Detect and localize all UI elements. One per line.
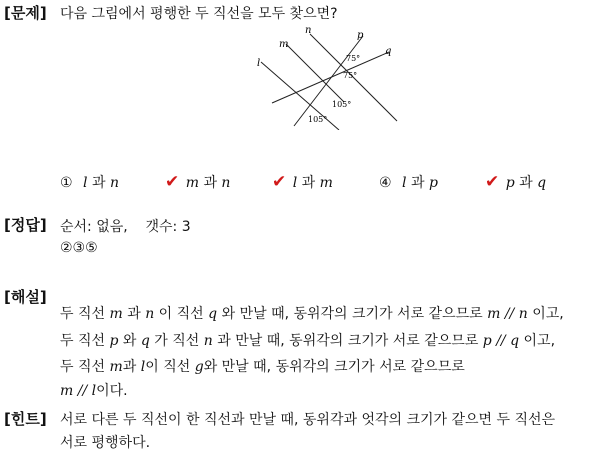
angle-label: 105° xyxy=(308,115,328,124)
option-1[interactable]: ① l 과 n xyxy=(60,175,119,191)
option-number: ④ xyxy=(379,175,392,191)
parallel-lines-figure xyxy=(253,26,403,130)
hint-line-1: 서로 다른 두 직선이 한 직선과 만날 때, 동위각과 엇각의 크기가 같으면 두 직선은 xyxy=(60,412,556,428)
question-tag: [문제] xyxy=(4,4,47,22)
label-l: l xyxy=(257,58,261,69)
explanation-line-1: 두 직선 m 과 n 이 직선 q 와 만날 때, 동위각의 크기가 서로 같으므로 m // n 이고, xyxy=(60,306,564,322)
angle-label: 75° xyxy=(343,71,358,80)
angle-label: 105° xyxy=(332,100,352,109)
check-icon: ✔ xyxy=(485,172,500,192)
explanation-line-2: 두 직선 p 와 q 가 직선 n 과 만날 때, 동위각의 크기가 서로 같으므로 p // q 이고, xyxy=(60,333,556,349)
label-p: p xyxy=(357,30,364,41)
label-m: m xyxy=(279,39,289,50)
explanation-tag: [해설] xyxy=(4,288,47,306)
explanation-line-4: m // l이다. xyxy=(60,383,128,399)
check-icon: ✔ xyxy=(165,172,180,192)
question-text: 다음 그림에서 평행한 두 직선을 모두 찾으면? xyxy=(60,6,338,22)
label-n: n xyxy=(305,26,312,36)
option-5[interactable]: ✔ p 과 q xyxy=(485,172,547,192)
hint-tag: [힌트] xyxy=(4,410,47,428)
answer-tag: [정답] xyxy=(4,216,47,234)
option-number: ① xyxy=(60,175,73,191)
answer-choices: ②③⑤ xyxy=(60,240,98,256)
label-q: q xyxy=(385,46,392,57)
angle-label: 75° xyxy=(346,54,361,63)
option-4[interactable]: ④ l 과 p xyxy=(379,175,438,191)
hint-line-2: 서로 평행하다. xyxy=(60,435,151,451)
option-3[interactable]: ✔ l 과 m xyxy=(272,172,333,192)
check-icon: ✔ xyxy=(272,172,287,192)
answer-summary: 순서: 없음, 갯수: 3 xyxy=(60,219,191,235)
explanation-line-3: 두 직선 m과 l이 직선 g와 만날 때, 동위각의 크기가 서로 같으므로 xyxy=(60,359,465,375)
line-l xyxy=(261,62,339,130)
option-2[interactable]: ✔ m 과 n xyxy=(165,172,231,192)
line-p xyxy=(294,36,363,126)
